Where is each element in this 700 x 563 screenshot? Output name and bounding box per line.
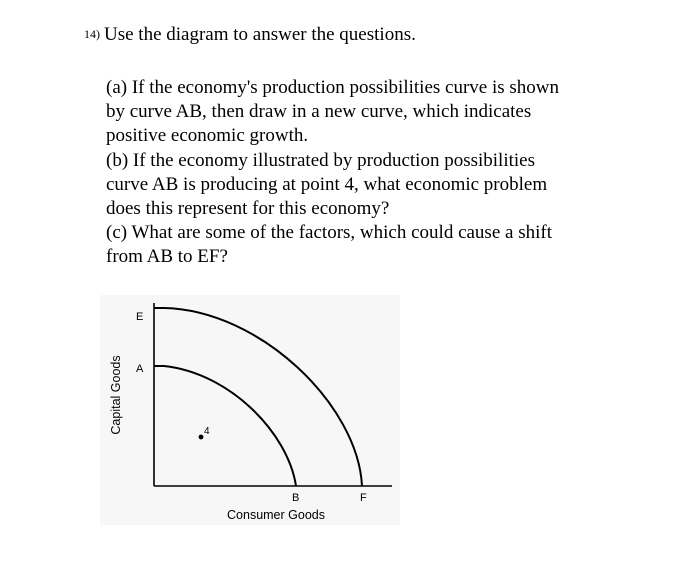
part-a-line-1: (a) If the economy's production possibilities curve is shown [106,77,560,98]
question-prompt: Use the diagram to answer the questions. [104,24,416,45]
label-a: A [136,363,144,375]
x-axis-label: Consumer Goods [227,508,325,522]
label-f: F [360,492,367,504]
ppc-diagram [100,295,400,525]
y-axis-label: Capital Goods [109,355,123,435]
part-c-line-1: (c) What are some of the factors, which could cause a shift [106,222,552,244]
part-b-line-1: (b) If the economy illustrated by production possibilities [106,149,536,171]
question-number: 14) [84,27,100,41]
question-header [84,24,416,46]
part-b-line-3: does this represent for this economy? [106,198,390,220]
part-b-line-2: curve AB is producing at point 4, what economic problem [106,173,548,195]
question-parts [106,76,626,270]
diagram-background [100,295,400,525]
label-b: B [292,492,300,504]
label-e: E [136,311,144,323]
part-a-line-2: by curve AB, then draw in a new curve, which indicates [106,101,532,123]
part-c-line-2: from AB to EF? [106,246,228,268]
point-4-label: 4 [204,426,210,437]
point-4-marker [199,435,204,440]
part-a-line-3: positive economic growth. [106,125,309,147]
